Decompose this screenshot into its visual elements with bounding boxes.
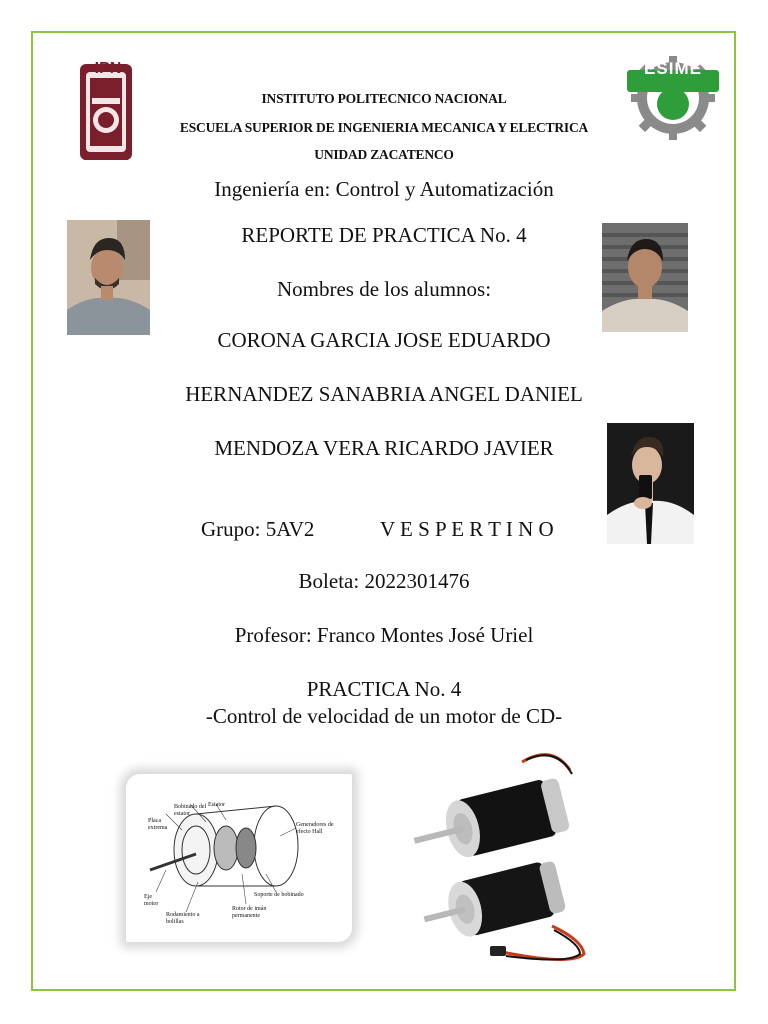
label-eje: Eje motor	[144, 894, 159, 907]
student-photo-2	[602, 223, 688, 332]
motor-cutaway-diagram	[126, 774, 352, 942]
institute-name: INSTITUTO POLITECNICO NACIONAL	[261, 91, 507, 106]
group-label: Grupo: 5AV2	[201, 517, 315, 541]
label-bobinado-estator: Bobinado del estator	[174, 804, 207, 817]
label-soporte: Soporte de bobinado	[254, 892, 304, 898]
esime-logo-text: ESIME	[644, 59, 702, 78]
student-photo-3	[607, 423, 694, 544]
label-placa: Placa extrema	[148, 818, 168, 831]
practice-number: PRACTICA No. 4	[306, 677, 462, 701]
student-photo-1	[67, 220, 150, 335]
professor-label: Profesor: Franco Montes José Uriel	[234, 623, 534, 647]
school-name: ESCUELA SUPERIOR DE INGENIERIA MECANICA Y ELECTRICA	[179, 120, 589, 135]
ipn-logo-text: IPN	[94, 60, 122, 77]
dc-motors-photo	[402, 740, 603, 972]
student-name-3: MENDOZA VERA RICARDO JAVIER	[214, 436, 554, 460]
unit-name: UNIDAD ZACATENCO	[314, 147, 454, 162]
report-title: REPORTE DE PRACTICA No. 4	[241, 223, 527, 247]
student-name-2: HERNANDEZ SANABRIA ANGEL DANIEL	[185, 382, 583, 406]
student-name-1: CORONA GARCIA JOSE EDUARDO	[217, 328, 551, 352]
practice-title: -Control de velocidad de un motor de CD-	[205, 704, 563, 728]
label-rodamiento: Rodamiento a bolillas	[166, 912, 200, 925]
students-label: Nombres de los alumnos:	[276, 277, 492, 301]
label-generadores: Generadores de efecto Hall	[296, 822, 334, 835]
label-estator: Estator	[208, 802, 225, 808]
boleta-label: Boleta: 2022301476	[298, 569, 470, 593]
career-name: Ingeniería en: Control y Automatización	[214, 177, 554, 201]
shift-label: V E S P E R T I N O	[380, 517, 554, 541]
label-rotor: Rotor de imán permanente	[232, 906, 267, 919]
